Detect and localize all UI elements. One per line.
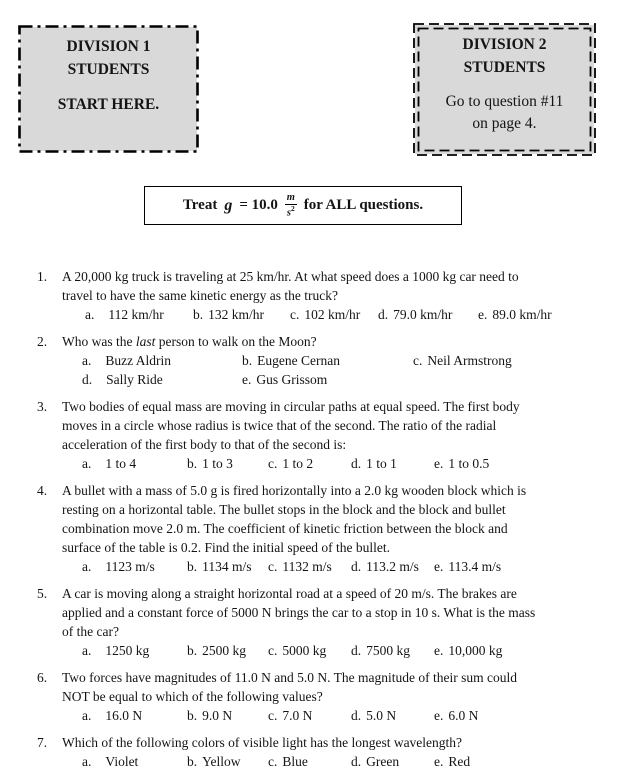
question-number: 4. (37, 483, 48, 498)
question-text-segment: Which of the following colors of visible light has the longest wavelength? (62, 735, 463, 750)
choice (268, 706, 351, 725)
choice-label: e. (434, 559, 444, 574)
choice (242, 370, 413, 389)
choice-row (62, 706, 601, 725)
division2-title-line1: DIVISION 2 (462, 36, 547, 53)
question-body (62, 733, 601, 768)
choice-label: c. (268, 456, 278, 471)
choice-row (62, 641, 601, 660)
gbox-fraction (285, 192, 297, 219)
question-number: 2. (37, 334, 48, 349)
choice-label: b. (187, 708, 198, 723)
question-line (62, 416, 601, 435)
question-body (62, 668, 601, 725)
choice-label: a. (85, 307, 95, 322)
choice-text: Buzz Aldrin (105, 353, 171, 368)
choice-label: e. (434, 754, 444, 768)
gbox-fraction-numerator: m (286, 192, 295, 204)
question-line (62, 687, 601, 706)
choice (351, 454, 434, 473)
question-number: 6. (37, 670, 48, 685)
choice-label: d. (351, 708, 362, 723)
gbox-equals-value: = 10.0 (239, 197, 278, 213)
choice (82, 752, 187, 768)
question-body (62, 332, 601, 389)
question-text-segment: last (135, 334, 156, 349)
division1-box (18, 25, 199, 153)
division2-title-line2: STUDENTS (463, 59, 546, 76)
choice-text: Neil Armstrong (427, 353, 512, 368)
choice-text: 1132 m/s (282, 559, 332, 574)
gravity-statement-box (144, 186, 462, 225)
choice (187, 641, 268, 660)
choice-text: 1 to 1 (366, 456, 397, 471)
choice-label: c. (268, 643, 278, 658)
choice-text: 79.0 km/hr (393, 307, 453, 322)
question-line (62, 622, 601, 641)
choice (268, 454, 351, 473)
choice-label: e. (434, 456, 444, 471)
choice (85, 305, 193, 324)
question-text-segment: NOT be equal to which of the following values? (62, 689, 323, 704)
question-text-segment: A 20,000 kg truck is traveling at 25 km/hr. At what speed does a 1000 kg car need to (62, 269, 519, 284)
choice (434, 641, 601, 660)
choice (187, 752, 268, 768)
choice-text: Violet (105, 754, 139, 768)
question-text-segment: travel to have the same kinetic energy as the truck? (62, 288, 339, 303)
choice-text: 9.0 N (202, 708, 233, 723)
division2-box (413, 23, 596, 156)
question-item (37, 267, 601, 324)
choice-label: b. (193, 307, 204, 322)
question-text-segment: resting on a horizontal table. The bullet stops in the block and the block and bullet (62, 502, 506, 517)
choice (351, 706, 434, 725)
question-text (62, 733, 601, 752)
choice-label: b. (187, 456, 198, 471)
question-text-segment: A car is moving along a straight horizontal road at a speed of 20 m/s. The brakes are (62, 586, 517, 601)
choice-row (62, 557, 601, 576)
choice-text: 16.0 N (105, 708, 143, 723)
question-text (62, 481, 601, 557)
choice (268, 641, 351, 660)
choice (82, 641, 187, 660)
choice (82, 351, 242, 370)
choice (351, 557, 434, 576)
gbox-after: for ALL questions. (303, 197, 424, 213)
choice (378, 305, 478, 324)
choice-text: 6.0 N (448, 708, 479, 723)
choice (82, 706, 187, 725)
choice-label: b. (187, 643, 198, 658)
question-line (62, 397, 601, 416)
choice-text: 113.2 m/s (366, 559, 419, 574)
choice-label: c. (413, 353, 423, 368)
question-item (37, 733, 601, 768)
choice-text: 132 km/hr (208, 307, 264, 322)
question-number: 3. (37, 399, 48, 414)
question-item (37, 332, 601, 389)
choice-text: Yellow (202, 754, 241, 768)
choice-text: 102 km/hr (304, 307, 361, 322)
choice (268, 557, 351, 576)
question-item (37, 481, 601, 576)
question-line (62, 538, 601, 557)
question-body (62, 397, 601, 473)
choice-text: 89.0 km/hr (492, 307, 552, 322)
question-number: 5. (37, 586, 48, 601)
choice-text: 112 km/hr (108, 307, 164, 322)
choice-label: e. (242, 372, 252, 387)
choice (82, 557, 187, 576)
choice-text: 5000 kg (282, 643, 327, 658)
choice-label: a. (82, 559, 92, 574)
choice-label: a. (82, 643, 92, 658)
gbox-before: Treat (182, 197, 218, 213)
choice-text: Green (366, 754, 400, 768)
choice-row (62, 305, 601, 324)
choice (351, 641, 434, 660)
question-text-segment: acceleration of the first body to that of the second is: (62, 437, 347, 452)
choice-text: Eugene Cernan (257, 353, 340, 368)
division2-text (413, 23, 596, 135)
question-text-segment: combination move 2.0 m. The coefficient of kinetic friction between the block and (62, 521, 508, 536)
choice-label: d. (351, 643, 362, 658)
question-text-segment: Two bodies of equal mass are moving in circular paths at equal speed. The first body (62, 399, 520, 414)
question-line (62, 733, 601, 752)
question-line (62, 603, 601, 622)
gbox-g-symbol: g (224, 196, 233, 214)
division2-instruction-line2: on page 4. (472, 115, 537, 132)
choice-text: 1 to 0.5 (448, 456, 490, 471)
question-text-segment: surface of the table is 0.2. Find the initial speed of the bullet. (62, 540, 391, 555)
question-line (62, 584, 601, 603)
choice-label: d. (351, 456, 362, 471)
choice (413, 351, 601, 370)
choice-text: 2500 kg (202, 643, 246, 658)
choice-text: 1134 m/s (202, 559, 252, 574)
question-line (62, 481, 601, 500)
division2-instruction-line1: Go to question #11 (445, 93, 564, 110)
choice-label: c. (290, 307, 300, 322)
choice-label: e. (478, 307, 488, 322)
division1-instruction: START HERE. (57, 96, 160, 113)
choice (187, 706, 268, 725)
question-line (62, 500, 601, 519)
question-text-segment: of the car? (62, 624, 119, 639)
choice-label: d. (351, 754, 362, 768)
choice (434, 752, 601, 768)
question-body (62, 267, 601, 324)
choice-text: 113.4 m/s (448, 559, 502, 574)
question-body (62, 584, 601, 660)
question-item (37, 397, 601, 473)
choice-row (62, 351, 601, 389)
choice-text: 1 to 4 (105, 456, 137, 471)
choice-text: 7500 kg (366, 643, 410, 658)
question-number: 1. (37, 269, 48, 284)
choice-text: Gus Grissom (256, 372, 328, 387)
gbox-frac-den-exponent: 2 (291, 203, 295, 213)
choice-label: d. (82, 372, 93, 387)
gbox-fraction-denominator (285, 204, 297, 219)
question-text-segment: person to walk on the Moon? (155, 334, 317, 349)
choice-text: Blue (282, 754, 308, 768)
choice-row (62, 454, 601, 473)
question-text-segment: Two forces have magnitudes of 11.0 N and 5.0 N. The magnitude of their sum could (62, 670, 517, 685)
question-text (62, 397, 601, 454)
choice (187, 454, 268, 473)
choice (351, 752, 434, 768)
choice-text: 1 to 2 (282, 456, 314, 471)
choice-label: e. (434, 643, 444, 658)
choice (187, 557, 268, 576)
question-text (62, 668, 601, 706)
choice-label: c. (268, 708, 278, 723)
choice-label: a. (82, 353, 92, 368)
choice-text: 7.0 N (282, 708, 313, 723)
question-line (62, 286, 601, 305)
question-text (62, 332, 601, 351)
question-text (62, 267, 601, 305)
question-text (62, 584, 601, 641)
choice-label: c. (268, 754, 278, 768)
choice-label: d. (351, 559, 362, 574)
choice (82, 370, 242, 389)
choice (268, 752, 351, 768)
choice (434, 454, 601, 473)
choice-text: Red (448, 754, 471, 768)
question-line (62, 435, 601, 454)
question-line (62, 668, 601, 687)
choice-text: 1 to 3 (202, 456, 233, 471)
choice-text: 10,000 kg (448, 643, 503, 658)
choice-label: d. (378, 307, 389, 322)
choice-label: c. (268, 559, 278, 574)
question-item (37, 668, 601, 725)
choice-label: a. (82, 456, 92, 471)
choice-label: b. (242, 353, 253, 368)
question-line (62, 519, 601, 538)
choice-text: Sally Ride (106, 372, 163, 387)
question-line (62, 332, 601, 351)
division1-title-line1: DIVISION 1 (66, 38, 151, 55)
division1-title-line2: STUDENTS (67, 61, 150, 78)
choice-label: a. (82, 754, 92, 768)
choice (193, 305, 290, 324)
choice-label: a. (82, 708, 92, 723)
choice-row (62, 752, 601, 768)
choice (434, 706, 601, 725)
choice-label: b. (187, 559, 198, 574)
choice-text: 1123 m/s (105, 559, 155, 574)
question-text-segment: applied and a constant force of 5000 N brings the car to a stop in 10 s. What is the mass (62, 605, 536, 620)
choice (242, 351, 413, 370)
choice-label: e. (434, 708, 444, 723)
choice-text: 5.0 N (366, 708, 397, 723)
choice-label: b. (187, 754, 198, 768)
question-text-segment: moves in a circle whose radius is twice that of the second. The ratio of the radial (62, 418, 497, 433)
choice (434, 557, 601, 576)
question-number: 7. (37, 735, 48, 750)
question-body (62, 481, 601, 576)
choice-text: 1250 kg (105, 643, 150, 658)
question-text-segment: A bullet with a mass of 5.0 g is fired horizontally into a 2.0 kg wooden block which is (62, 483, 527, 498)
choice (82, 454, 187, 473)
division1-text (18, 25, 199, 116)
questions-list (37, 267, 601, 768)
question-item (37, 584, 601, 660)
question-text-segment: Who was the (62, 334, 136, 349)
gbox-frac-den-base: s (286, 207, 291, 219)
choice (478, 305, 601, 324)
choice (290, 305, 378, 324)
question-line (62, 267, 601, 286)
